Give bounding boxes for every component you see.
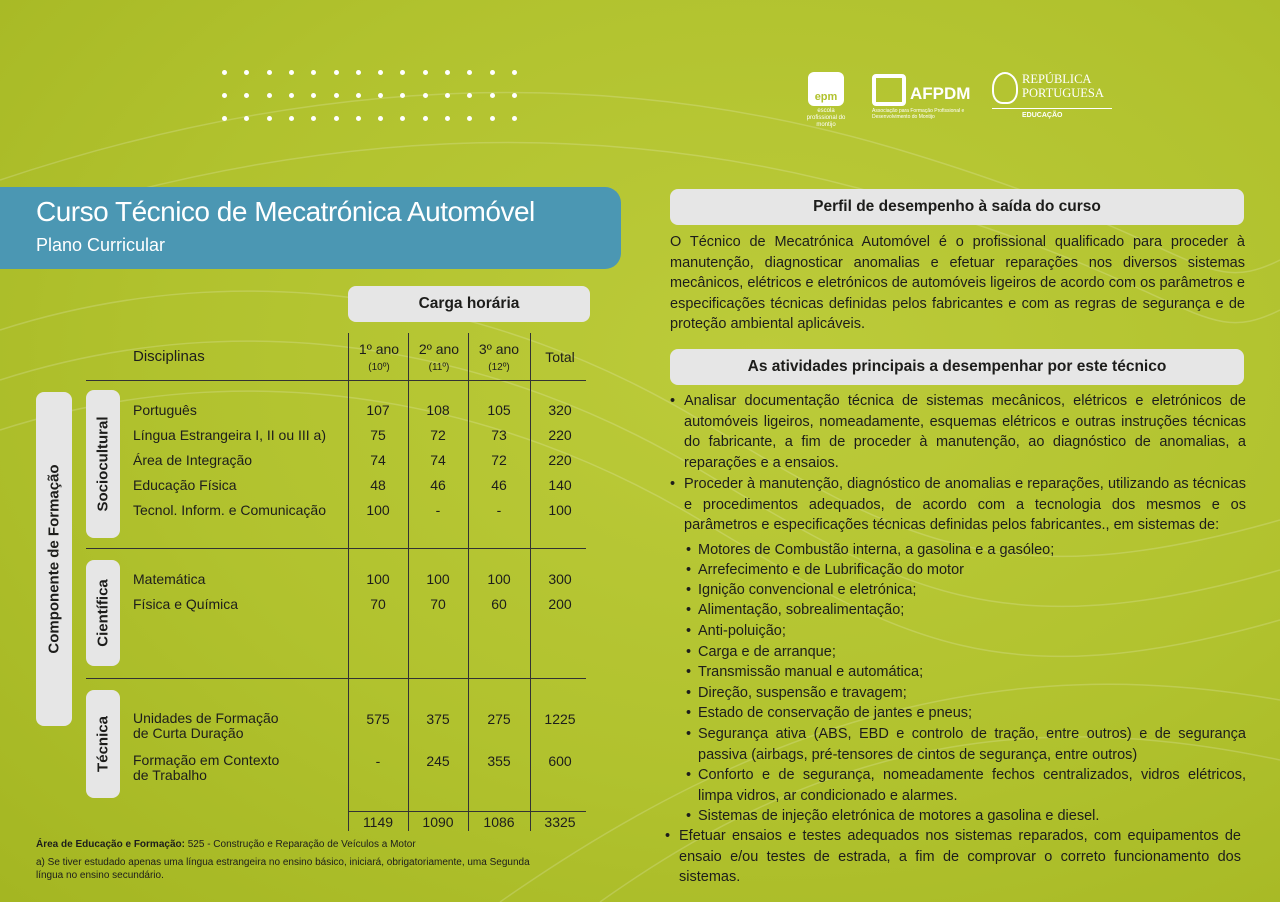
totals-divider: [348, 811, 586, 812]
decorative-dot-grid: [222, 70, 532, 130]
list-item: • Proceder à manutenção, diagnóstico de anomalias e reparações, utilizando as técnicas e procedimentos adequados, de acordo com a tecnologia dos mesmos e os parâmetros e especificações técnicas definidas pelos fabricantes., em sistemas de:: [684, 474, 1246, 536]
total-header: Total: [545, 349, 575, 365]
list-item: • Analisar documentação técnica de sistemas mecânicos, elétricos e eletrónicos de automóveis ligeiros, nomeadamente, esquemas elétricos e outras instruções técnicas do fabricante, a fim de proceder à manutenção, ao diagnóstico de anomalias, a reparações e a ensaios.: [684, 391, 1246, 473]
list-item: • Transmissão manual e automática;: [698, 662, 1246, 683]
componente-label: Componente de Formação: [36, 392, 72, 726]
footnote: a) Se tiver estudado apenas uma língua estrangeira no ensino básico, iniciará, obrigatoriamente, uma Segunda língua no ensino secundário.: [36, 857, 530, 881]
list-item: • Sistemas de injeção eletrónica de motores a gasolina e diesel.: [698, 806, 1246, 827]
list-item: • Carga e de arranque;: [698, 642, 1246, 663]
dot: [356, 116, 361, 121]
column-divider: [348, 333, 349, 831]
list-item: • Arrefecimento e de Lubrificação do motor: [698, 560, 1246, 581]
year2-header: 2º ano (11º): [418, 341, 460, 373]
republica-emblem-icon: [992, 72, 1018, 104]
dot: [267, 70, 272, 75]
group-divider: [86, 678, 586, 679]
dot: [222, 116, 227, 121]
dot: [267, 93, 272, 98]
list-item: • Segurança ativa (ABS, EBD e controlo de tração, entre outros) e de segurança passiva (airbags, pré-tensores de cintos de segurança, entre outros): [698, 724, 1246, 765]
dot: [467, 93, 472, 98]
page-subtitle: Plano Curricular: [36, 235, 166, 255]
column-divider: [468, 333, 469, 831]
dot: [356, 70, 361, 75]
dot: [445, 93, 450, 98]
dot: [244, 116, 249, 121]
list-item: • Ignição convencional e eletrónica;: [698, 580, 1246, 601]
dot: [512, 93, 517, 98]
dot: [267, 116, 272, 121]
dot: [467, 116, 472, 121]
dot: [244, 70, 249, 75]
dot: [423, 116, 428, 121]
dot: [244, 93, 249, 98]
atividades-heading: As atividades principais a desempenhar por este técnico: [670, 349, 1244, 385]
dot: [311, 70, 316, 75]
dot: [311, 93, 316, 98]
dot: [400, 70, 405, 75]
epm-logo: epm escola profissional do montijo: [808, 72, 848, 129]
dot: [378, 116, 383, 121]
republica-portuguesa-logo: REPÚBLICA PORTUGUESA EDUCAÇÃO: [992, 72, 1122, 119]
group-label-tecnica: Técnica: [86, 690, 120, 798]
dot: [334, 70, 339, 75]
column-divider: [530, 333, 531, 831]
dot: [289, 70, 294, 75]
list-item: • Anti-poluição;: [698, 621, 1246, 642]
area-note: Área de Educação e Formação: 525 - Construção e Reparação de Veículos a Motor: [36, 839, 416, 850]
dot: [378, 70, 383, 75]
list-item: • Estado de conservação de jantes e pneus;: [698, 703, 1246, 724]
dot: [490, 93, 495, 98]
afpdm-mark-icon: [872, 74, 906, 106]
dot: [334, 93, 339, 98]
carga-horaria-header: Carga horária: [348, 286, 590, 322]
header-divider: [86, 380, 586, 381]
dot: [490, 70, 495, 75]
group-divider: [86, 548, 586, 549]
title-banner: [0, 187, 621, 269]
dot: [423, 93, 428, 98]
dot: [222, 93, 227, 98]
dot: [467, 70, 472, 75]
dot: [222, 70, 227, 75]
dot: [490, 116, 495, 121]
dot: [334, 116, 339, 121]
dot: [423, 70, 428, 75]
dot: [356, 93, 361, 98]
dot: [378, 93, 383, 98]
disciplinas-header: Disciplinas: [133, 348, 205, 365]
perfil-text: O Técnico de Mecatrónica Automóvel é o profissional qualificado para proceder à manutenção, diagnosticar anomalias e efetuar reparações nos diversos sistemas mecânicos, elétricos e eletrónicos de automóveis ligeiros de acordo com os parâmetros e especificações técnicas definidas pelos fabricantes e com as regras de segurança e de proteção ambiental aplicáveis.: [670, 234, 1245, 333]
dot: [289, 93, 294, 98]
list-item: • Efetuar ensaios e testes adequados nos sistemas reparados, com equipamentos de ensaio e/ou testes de estrada, a fim de comprovar o correto funcionamento dos sistemas.: [679, 826, 1241, 888]
dot: [311, 116, 316, 121]
dot: [400, 93, 405, 98]
year3-header: 3º ano (12º): [478, 341, 520, 373]
list-item: • Direção, suspensão e travagem;: [698, 683, 1246, 704]
dot: [445, 116, 450, 121]
list-item: • Conforto e de segurança, nomeadamente fechos centralizados, vidros elétricos, limpa vidros, ar condicionado e alarmes.: [698, 765, 1246, 806]
group-label-sociocultural: Sociocultural: [86, 390, 120, 538]
dot: [512, 116, 517, 121]
group-label-cientifica: Científica: [86, 560, 120, 666]
list-item: • Motores de Combustão interna, a gasolina e a gasóleo;: [698, 540, 1246, 561]
list-item: • Alimentação, sobrealimentação;: [698, 600, 1246, 621]
column-divider: [408, 333, 409, 831]
perfil-heading: Perfil de desempenho à saída do curso: [670, 189, 1244, 225]
dot: [445, 70, 450, 75]
dot: [400, 116, 405, 121]
dot: [289, 116, 294, 121]
year1-header: 1º ano (10º): [358, 341, 400, 373]
afpdm-logo: AFPDM Associação para Formação Profissional e Desenvolvimento do Montijo: [872, 74, 982, 120]
dot: [512, 70, 517, 75]
page-title: Curso Técnico de Mecatrónica Automóvel: [36, 196, 535, 227]
